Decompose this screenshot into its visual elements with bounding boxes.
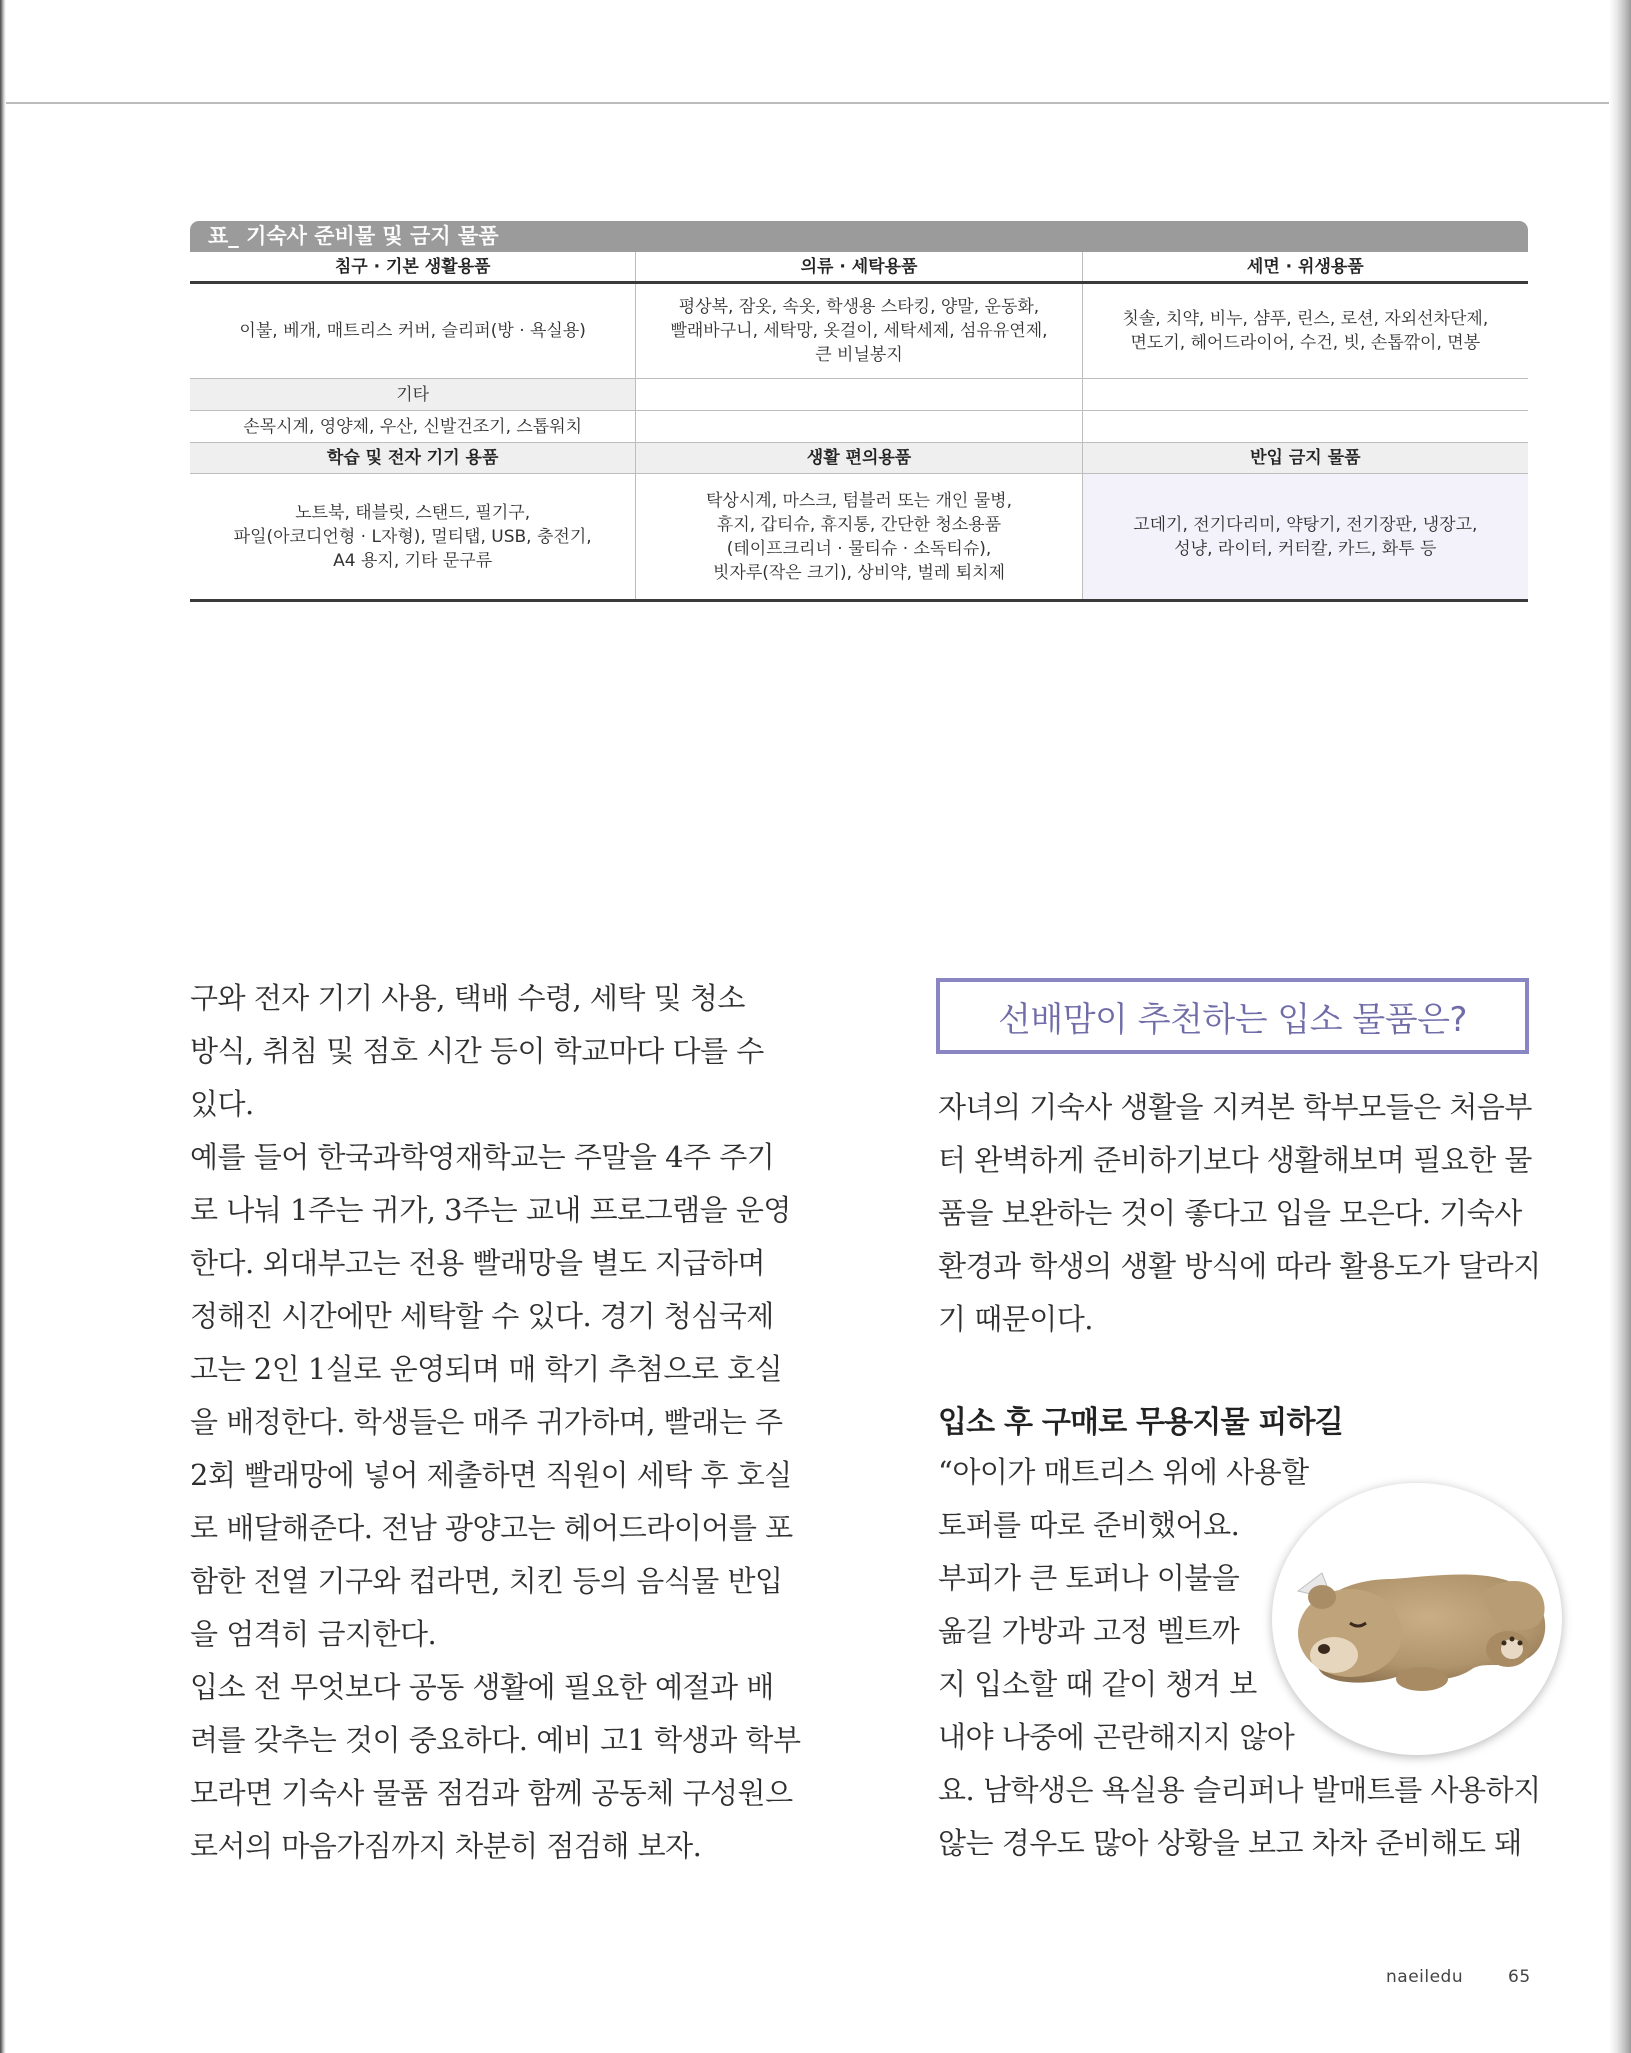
- text-line: 한다. 외대부고는 전용 빨래망을 별도 지급하며: [190, 1246, 766, 1280]
- table-header-cell: 의류 · 세탁용품: [635, 252, 1081, 281]
- cell-line: 성냥, 라이터, 커터칼, 카드, 화투 등: [1174, 538, 1437, 559]
- cell-line: 휴지, 갑티슈, 휴지통, 간단한 청소용품: [716, 514, 1002, 535]
- table-header-row-2: [190, 443, 1528, 474]
- text-line: 고는 2인 1실로 운영되며 매 학기 추첨으로 호실: [190, 1352, 783, 1386]
- table-cell: [190, 474, 635, 599]
- table-header-cell: 학습 및 전자 기기 용품: [190, 443, 635, 473]
- text-line: 방식, 취침 및 점호 시간 등이 학교마다 다를 수: [190, 1034, 764, 1068]
- cell-line: 빗자루(작은 크기), 상비약, 벌레 퇴치제: [712, 562, 1005, 583]
- text-line: 토퍼를 따로 준비했어요.: [938, 1508, 1240, 1542]
- text-line: 정해진 시간에만 세탁할 수 있다. 경기 청심국제: [190, 1299, 774, 1333]
- plush-bear-pillow-photo: [1272, 1483, 1562, 1755]
- text-line: 입소 전 무엇보다 공동 생활에 필요한 예절과 배: [190, 1670, 774, 1704]
- dormitory-items-table: [190, 221, 1528, 602]
- table-cell: [635, 284, 1081, 378]
- text-line: 있다.: [190, 1087, 254, 1121]
- text-line: 요. 남학생은 욕실용 슬리퍼나 발매트를 사용하지: [938, 1773, 1541, 1807]
- text-line: 예를 들어 한국과학영재학교는 주말을 4주 주기: [190, 1140, 775, 1174]
- text-line: 지 입소할 때 같이 챙겨 보: [938, 1667, 1257, 1701]
- table-title: 표_ 기숙사 준비물 및 금지 물품: [190, 221, 1528, 252]
- plush-bear-illustration: [1272, 1483, 1562, 1755]
- table-subheader-cell: 기타: [190, 379, 635, 410]
- text-line: 품을 보완하는 것이 좋다고 입을 모은다. 기숙사: [938, 1196, 1522, 1230]
- text-line: “아이가 매트리스 위에 사용할: [938, 1455, 1309, 1489]
- table-subheader-row: [190, 379, 1528, 411]
- cell-line: A4 용지, 기타 문구류: [333, 550, 493, 571]
- table-empty-cell: [1082, 411, 1528, 442]
- cell-line: 큰 비닐봉지: [815, 345, 903, 365]
- text-line: 부피가 큰 토퍼나 이불을: [938, 1561, 1240, 1595]
- table-cell-prohibited: [1082, 474, 1528, 599]
- table-header-cell: 반입 금지 물품: [1082, 443, 1528, 473]
- table-cell: [190, 284, 635, 378]
- text-line: 함한 전열 기구와 컵라면, 치킨 등의 음식물 반입: [190, 1564, 783, 1598]
- cell-line: 평상복, 잠옷, 속옷, 학생용 스타킹, 양말, 운동화,: [678, 297, 1040, 317]
- text-line: 려를 갖추는 것이 중요하다. 예비 고1 학생과 학부: [190, 1723, 801, 1757]
- cell-line: 이불, 베개, 매트리스 커버, 슬리퍼(방 · 욕실용): [239, 321, 586, 341]
- cell-line: 파일(아코디언형 · L자형), 멀티탭, USB, 충전기,: [233, 526, 592, 547]
- text-line: 터 완벽하게 준비하기보다 생활해보며 필요한 물: [938, 1143, 1532, 1177]
- article-right-intro: [938, 1081, 1541, 1346]
- text-line: 내야 나중에 곤란해지지 않아: [938, 1720, 1295, 1754]
- text-line: 구와 전자 기기 사용, 택배 수령, 세탁 및 청소: [190, 981, 745, 1015]
- table-grid: [190, 252, 1528, 602]
- text-line: 기 때문이다.: [938, 1302, 1094, 1336]
- article-left-column: [190, 972, 801, 1873]
- table-cell: [635, 474, 1081, 599]
- page-right-edge-shadow: [1609, 0, 1631, 2053]
- table-cell: [1082, 284, 1528, 378]
- table-header-cell: 세면 · 위생용품: [1082, 252, 1528, 281]
- text-line: 환경과 학생의 생활 방식에 따라 활용도가 달라지: [938, 1249, 1541, 1283]
- cell-line: 노트북, 태블릿, 스탠드, 필기구,: [295, 502, 531, 523]
- text-line: 로 배달해준다. 전남 광양고는 헤어드라이어를 포: [190, 1511, 793, 1545]
- cell-line: 고데기, 전기다리미, 약탕기, 전기장판, 냉장고,: [1133, 514, 1478, 535]
- table-cell: 손목시계, 영양제, 우산, 신발건조기, 스톱워치: [243, 416, 583, 437]
- page-spine-edge: [0, 0, 6, 2053]
- cell-line: 칫솔, 치약, 비누, 샴푸, 린스, 로션, 자외선차단제,: [1122, 309, 1489, 329]
- text-line: 옮길 가방과 고정 벨트까: [938, 1614, 1240, 1648]
- text-line: 을 배정한다. 학생들은 매주 귀가하며, 빨래는 주: [190, 1405, 783, 1439]
- cell-line: 면도기, 헤어드라이어, 수건, 빗, 손톱깎이, 면봉: [1130, 333, 1481, 353]
- cell-line: 빨래바구니, 세탁망, 옷걸이, 세탁세제, 섬유유연제,: [670, 321, 1048, 341]
- footer-brand: naeiledu: [1386, 1967, 1464, 1987]
- table-row: [190, 284, 1528, 379]
- callout-box-title: 선배맘이 추천하는 입소 물품은?: [936, 978, 1529, 1054]
- section-subheading: 입소 후 구매로 무용지물 피하길: [938, 1405, 1343, 1440]
- text-line: 로 나눠 1주는 귀가, 3주는 교내 프로그램을 운영: [190, 1193, 791, 1227]
- top-divider: [6, 102, 1609, 104]
- table-header-cell: 생활 편의용품: [635, 443, 1081, 473]
- text-line: 모라면 기숙사 물품 점검과 함께 공동체 구성원으: [190, 1776, 793, 1810]
- table-empty-cell: [635, 379, 1081, 410]
- cell-line: (테이프크리너 · 물티슈 · 소독티슈),: [726, 538, 992, 559]
- text-line: 2회 빨래망에 넣어 제출하면 직원이 세탁 후 호실: [190, 1458, 792, 1492]
- cell-line: 탁상시계, 마스크, 텀블러 또는 개인 물병,: [706, 490, 1012, 511]
- table-header-cell: 침구 · 기본 생활용품: [334, 256, 491, 277]
- text-line: 로서의 마음가짐까지 차분히 점검해 보자.: [190, 1829, 702, 1863]
- table-row: [190, 474, 1528, 599]
- table-empty-cell: [635, 411, 1081, 442]
- table-row: [190, 411, 1528, 443]
- page-number: 65: [1508, 1967, 1531, 1987]
- text-line: 않는 경우도 많아 상황을 보고 차차 준비해도 돼: [938, 1826, 1522, 1860]
- table-header-row-1: [190, 252, 1528, 284]
- text-line: 자녀의 기숙사 생활을 지켜본 학부모들은 처음부: [938, 1090, 1532, 1124]
- text-line: 을 엄격히 금지한다.: [190, 1617, 437, 1651]
- table-empty-cell: [1082, 379, 1528, 410]
